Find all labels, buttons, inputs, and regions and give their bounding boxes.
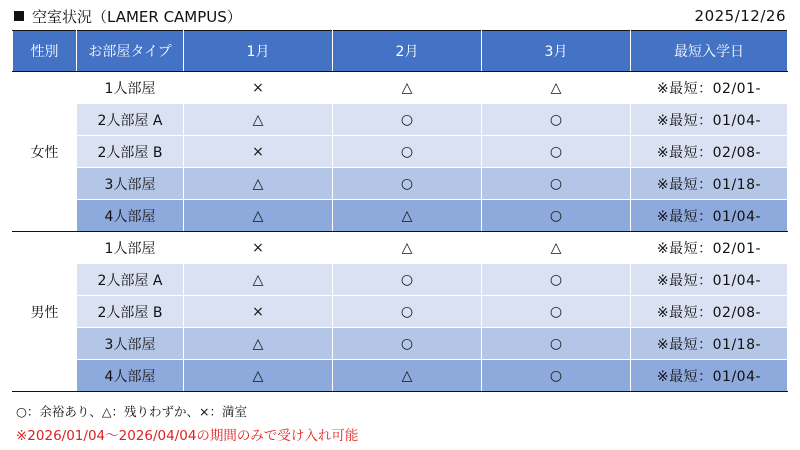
feb-status-cell: △ — [333, 232, 482, 264]
header-gender: 性別 — [13, 31, 77, 72]
mar-status-cell: ○ — [482, 264, 631, 296]
jan-status-cell: × — [184, 232, 333, 264]
jan-status-cell: × — [184, 72, 333, 104]
jan-status-cell: × — [184, 296, 333, 328]
table-row — [13, 200, 788, 232]
table-row — [13, 136, 788, 168]
feb-status-cell: △ — [333, 360, 482, 392]
mar-status-cell: ○ — [482, 168, 631, 200]
feb-status-cell: ○ — [333, 104, 482, 136]
header-room-type: お部屋タイプ — [77, 31, 184, 72]
black-square-icon — [14, 11, 24, 21]
jan-status-cell: △ — [184, 264, 333, 296]
feb-status-cell: ○ — [333, 328, 482, 360]
header-feb: 2月 — [333, 31, 482, 72]
update-date: 2025/12/26 — [694, 7, 786, 25]
earliest-date-cell: ※最短：01/04- — [631, 104, 788, 136]
mar-status-cell: ○ — [482, 200, 631, 232]
feb-status-cell: △ — [333, 72, 482, 104]
room-type-cell: 1人部屋 — [77, 72, 184, 104]
table-row — [13, 104, 788, 136]
table-header-row — [13, 31, 788, 72]
earliest-date-cell: ※最短：01/04- — [631, 264, 788, 296]
mar-status-cell: ○ — [482, 104, 631, 136]
table-row — [13, 264, 788, 296]
mar-status-cell: ○ — [482, 136, 631, 168]
feb-status-cell: ○ — [333, 264, 482, 296]
table-body — [13, 72, 788, 392]
mar-status-cell: △ — [482, 72, 631, 104]
earliest-date-cell: ※最短：01/18- — [631, 328, 788, 360]
feb-status-cell: ○ — [333, 168, 482, 200]
table-row — [13, 328, 788, 360]
jan-status-cell: △ — [184, 328, 333, 360]
mar-status-cell: △ — [482, 232, 631, 264]
jan-status-cell: △ — [184, 104, 333, 136]
legend-text: ○：余裕あり、△：残りわずか、×：満室 — [16, 404, 247, 419]
mar-status-cell: ○ — [482, 328, 631, 360]
earliest-date-cell: ※最短：02/08- — [631, 136, 788, 168]
mar-status-cell: ○ — [482, 360, 631, 392]
vacancy-table — [12, 30, 788, 392]
jan-status-cell: △ — [184, 168, 333, 200]
table-row — [13, 72, 788, 104]
gender-cell: 男性 — [13, 232, 77, 392]
room-type-cell: 3人部屋 — [77, 328, 184, 360]
room-type-cell: 2人部屋 A — [77, 104, 184, 136]
room-type-cell: 4人部屋 — [77, 360, 184, 392]
room-type-cell: 3人部屋 — [77, 168, 184, 200]
earliest-date-cell: ※最短：01/04- — [631, 360, 788, 392]
earliest-date-cell: ※最短：01/04- — [631, 200, 788, 232]
feb-status-cell: ○ — [333, 136, 482, 168]
mar-status-cell: ○ — [482, 296, 631, 328]
earliest-date-cell: ※最短：02/01- — [631, 72, 788, 104]
earliest-date-cell: ※最短：02/08- — [631, 296, 788, 328]
feb-status-cell: ○ — [333, 296, 482, 328]
page-title — [14, 6, 242, 27]
earliest-date-cell: ※最短：01/18- — [631, 168, 788, 200]
page-title-text: 空室状況（LAMER CAMPUS） — [32, 7, 242, 26]
jan-status-cell: △ — [184, 200, 333, 232]
room-type-cell: 2人部屋 B — [77, 136, 184, 168]
table-row — [13, 296, 788, 328]
room-type-cell: 2人部屋 B — [77, 296, 184, 328]
jan-status-cell: △ — [184, 360, 333, 392]
header-earliest: 最短入学日 — [631, 31, 788, 72]
table-row — [13, 232, 788, 264]
header-mar: 3月 — [482, 31, 631, 72]
room-type-cell: 1人部屋 — [77, 232, 184, 264]
gender-cell: 女性 — [13, 72, 77, 232]
room-type-cell: 4人部屋 — [77, 200, 184, 232]
header-bar — [14, 4, 786, 28]
jan-status-cell: × — [184, 136, 333, 168]
earliest-date-cell: ※最短：02/01- — [631, 232, 788, 264]
header-jan: 1月 — [184, 31, 333, 72]
table-row — [13, 360, 788, 392]
table-row — [13, 168, 788, 200]
availability-note: ※2026/01/04～2026/04/04の期間のみで受け入れ可能 — [16, 428, 359, 444]
feb-status-cell: △ — [333, 200, 482, 232]
room-type-cell: 2人部屋 A — [77, 264, 184, 296]
